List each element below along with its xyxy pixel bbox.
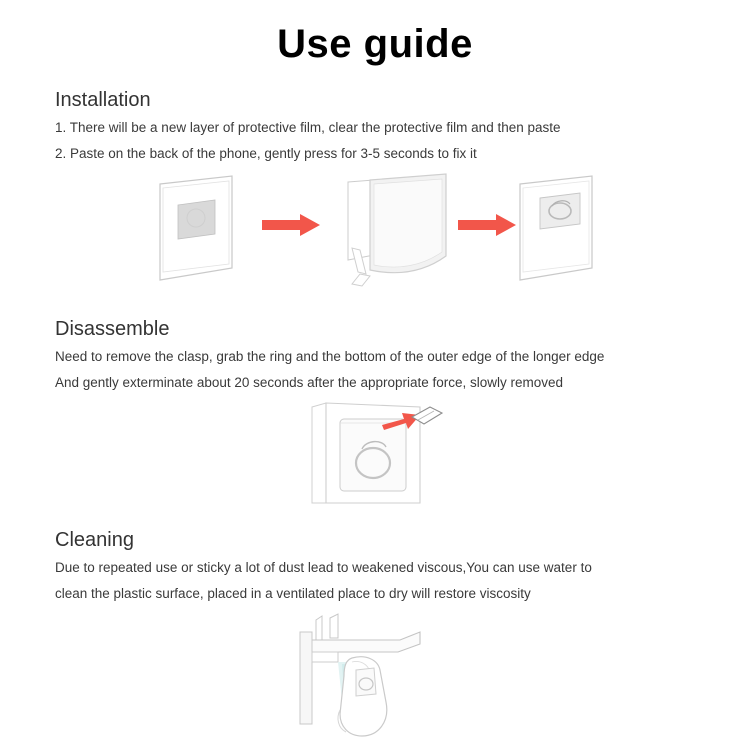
phone-with-film [160,176,232,280]
section-heading-disassemble: Disassemble [55,318,170,340]
cleaning-diagram [0,610,750,750]
hand-washing-holder [338,657,387,736]
film-peeling [348,174,446,286]
arrow-icon-1 [262,214,320,236]
installation-line-1: 1. There will be a new layer of protective film, clear the protective film and then paste [55,120,561,135]
cleaning-line-2: clean the plastic surface, placed in a ventilated place to dry will restore viscosity [55,586,531,601]
installation-line-2: 2. Paste on the back of the phone, gently press for 3-5 seconds to fix it [55,146,477,161]
disassemble-diagram [0,399,750,509]
cleaning-line-1: Due to repeated use or sticky a lot of dust lead to weakened viscous,You can use water to [55,560,592,575]
section-heading-cleaning: Cleaning [55,529,134,551]
arrow-icon-2 [458,214,516,236]
disassemble-line-1: Need to remove the clasp, grab the ring and the bottom of the outer edge of the longer edge [55,349,605,364]
page-title: Use guide [277,22,473,66]
section-cleaning [0,529,750,750]
section-heading-installation: Installation [55,89,151,111]
phone-with-ring-holder [520,176,592,280]
installation-diagram [0,172,750,292]
disassemble-line-2: And gently exterminate about 20 seconds after the appropriate force, slowly removed [55,375,564,390]
section-disassemble [0,318,750,509]
section-installation [0,89,750,292]
